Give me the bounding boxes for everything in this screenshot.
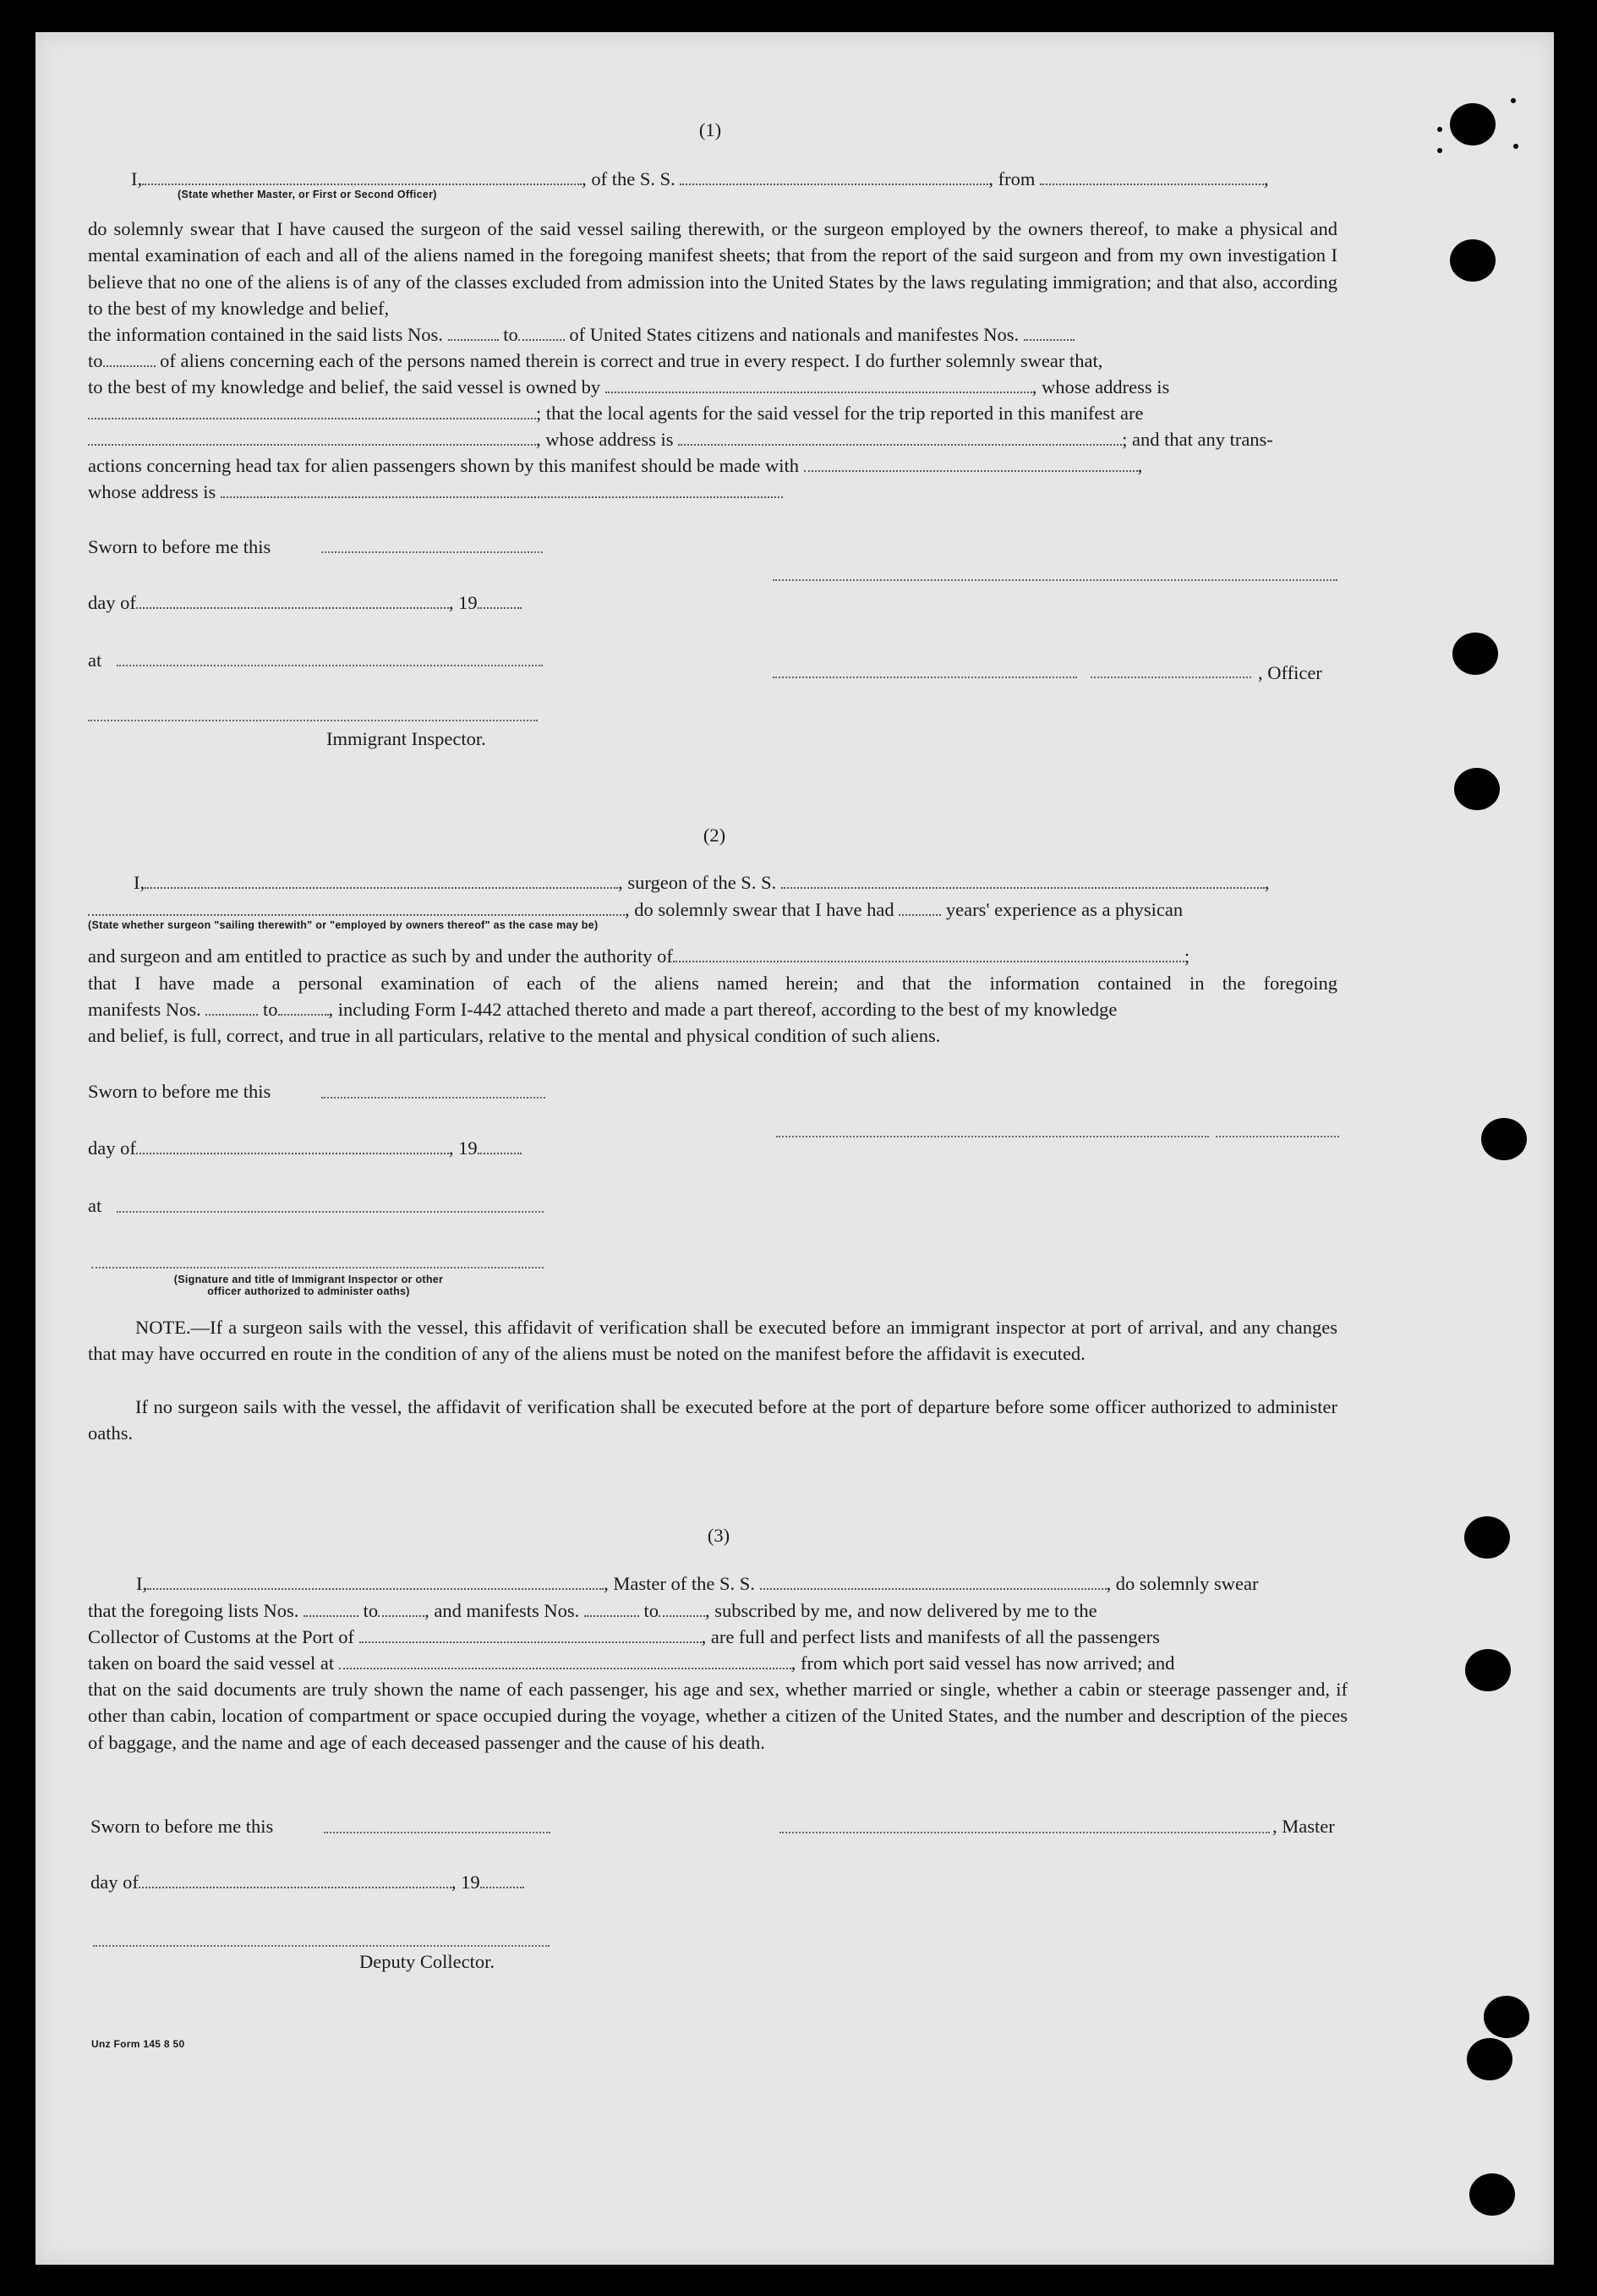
label-to: to [503,324,518,345]
blank-surgeon-title[interactable] [1216,1136,1339,1137]
blank-deputy-signature[interactable] [93,1945,550,1947]
paragraph-oath: do solemnly swear that I have caused the surgeon of the said vessel sailing therewith, or the surgeon employed by the owners thereof, to make a physical and mental examination of each and all of the aliens named in the foregoing manifest sheets; that from the report of the said surgeon and from my own investigation I believe that no one of the aliens is of any of the classes excluded from admission into the United States by the laws regulating immigration; and that also, according to the best of my knowledge and belief, [88,218,1337,319]
blank-agents-address[interactable] [678,430,1122,446]
blank-vessel[interactable] [680,170,988,185]
blank-day[interactable] [136,594,449,609]
label-manifests: manifests Nos. [88,999,201,1020]
blank-sworn[interactable] [321,1097,545,1099]
punch-hole [1454,768,1500,810]
label-i: I, [136,1573,148,1594]
label-day-of: day of [90,1871,139,1893]
blank-inspector-signature[interactable] [91,1267,544,1269]
blank-sworn[interactable] [324,1832,550,1833]
label-of-ss: , of the S. S. [582,168,675,189]
line-manifests [88,996,1117,1022]
blank-manifest-to[interactable] [103,352,156,367]
note-paragraph: If no surgeon sails with the vessel, the affidavit of verification shall be executed before at the port of departure before some officer authorized to administer oaths. [88,1396,1337,1444]
label-whose-address: , whose address is [536,429,674,450]
label-info: the information contained in the said lists Nos. [88,324,443,345]
blank-officer-title[interactable] [1091,677,1251,678]
blank-master-signature[interactable] [779,1832,1270,1833]
blank-signature[interactable] [773,579,1337,581]
section-number: (1) [698,119,722,140]
blank-name[interactable] [145,874,618,889]
line-info [88,321,1075,348]
blank-year[interactable] [478,594,522,609]
blank-owner-address[interactable] [88,404,536,419]
label-i: I, [131,168,143,189]
blank-year[interactable] [478,1139,522,1154]
blank-at[interactable] [117,665,543,666]
blank-sworn[interactable] [321,551,543,553]
blank-manifest-from[interactable] [1024,326,1075,341]
comma: , [1137,455,1143,476]
master-label: , Master [1272,1816,1335,1837]
punch-hole [1450,239,1496,282]
label-whose-address: , whose address is [1031,376,1170,397]
line-whose3 [88,479,783,505]
inspector-label: Immigrant Inspector. [326,728,486,749]
blank-head-tax-address[interactable] [221,483,783,498]
speck [1437,127,1442,132]
blank-list-from[interactable] [304,1602,358,1617]
label-i: I, [134,872,145,893]
note-signature [101,1274,516,1297]
blank-surgeon-signature[interactable] [776,1136,1209,1137]
line-taken [88,1650,1174,1676]
label-to: to [363,1600,379,1621]
blank-surgeon-status[interactable] [88,901,625,916]
punch-hole [1467,2038,1512,2080]
label-year: , 19 [451,1871,480,1893]
blank-manifest-to[interactable] [659,1602,705,1617]
comma: , [1264,872,1270,893]
day-label [88,589,522,616]
line-lists [88,1597,1097,1624]
label-manifests: , and manifests Nos. [424,1600,580,1621]
blank-owner[interactable] [605,378,1032,393]
officer-label: , Officer [1258,662,1322,683]
sworn-label: Sworn to before me this [88,536,271,557]
label-transactions: ; and that any trans- [1122,429,1273,450]
day-label [90,1869,524,1895]
label-to: to [643,1600,659,1621]
note-paragraph: NOTE.—If a surgeon sails with the vessel, this affidavit of verification shall be executed before an immigrant inspector at port of arrival, and any changes that may have occurred en route in the condition of any of the aliens must be noted on the manifest before the affidavit is executed. [88,1317,1337,1365]
blank-vessel[interactable] [781,874,1265,889]
at-label: at [88,1195,102,1216]
speck [1511,98,1516,103]
line-agents [88,400,1144,426]
blank-day[interactable] [139,1873,451,1888]
label-surgeon-of: , surgeon of the S. S. [618,872,777,893]
label-authority: and surgeon and am entitled to practice as such by and under the authority of [88,945,673,967]
blank-inspector[interactable] [88,720,538,721]
punch-hole [1452,633,1498,675]
label-to: to [263,999,278,1020]
note-officer: (State whether Master, or First or Second Officer) [178,189,437,200]
section-number: (2) [703,825,726,846]
sworn-label: Sworn to before me this [90,1816,274,1837]
comma: , [1264,168,1269,189]
label-collector: Collector of Customs at the Port of [88,1626,354,1647]
line-examination: that I have made a personal examination of each of the aliens named herein; and that the information contained in the foregoing [88,973,1337,994]
label-day-of: day of [88,1137,136,1159]
blank-manifest-from[interactable] [205,1000,258,1016]
label-swear: , do solemnly swear that I have had [625,899,894,920]
text-subscribed: , subscribed by me, and now delivered by me to the [705,1600,1097,1621]
punch-hole [1464,1516,1510,1559]
blank-years[interactable] [899,901,941,916]
text-aliens: of aliens concerning each of the persons named therein is correct and true in every respect. I do further solemnly swear that, [160,350,1103,371]
text-arrived: , from which port said vessel has now arrived; and [790,1652,1175,1674]
label-experience: years' experience as a physican [945,899,1184,920]
line-aliens [88,348,1102,374]
blank-head-tax[interactable] [804,457,1138,472]
punch-hole [1484,1996,1529,2038]
blank-list-to[interactable] [518,326,565,341]
blank-year[interactable] [480,1873,524,1888]
line-agents-address [88,426,1273,452]
label-taken: taken on board the said vessel at [88,1652,335,1674]
text-lists: , are full and perfect lists and manifests of all the passengers [701,1626,1160,1647]
label-day-of: day of [88,592,136,613]
semicolon: ; [1184,945,1190,967]
blank-manifest-to[interactable] [278,1000,329,1016]
note-signature-line2: officer authorized to administer oaths) [207,1285,410,1297]
blank-agents[interactable] [88,430,536,446]
blank-day[interactable] [136,1139,449,1154]
day-label [88,1135,522,1161]
label-year: , 19 [448,592,478,613]
note-surgeon: (State whether surgeon "sailing therewith" or "employed by owners thereof" as the case may be) [88,919,599,931]
line-master [136,1570,1258,1597]
label-whose-address: whose address is [88,481,216,502]
blank-name[interactable] [147,1575,604,1590]
line-collector [88,1624,1160,1650]
section-number: (3) [707,1525,730,1546]
label-lists: that the foregoing lists Nos. [88,1600,299,1621]
blank-from-port[interactable] [1040,170,1264,185]
line-surgeon [134,869,1269,896]
speck [1513,144,1518,149]
blank-name[interactable] [142,170,582,185]
blank-authority[interactable] [673,947,1184,962]
blank-list-to[interactable] [378,1602,424,1617]
punch-hole [1450,103,1496,145]
punch-hole [1465,1649,1511,1691]
text-form: , including Form I-442 attached thereto and made a part thereof, according to the best of my knowledge [328,999,1118,1020]
label-year: , 19 [448,1137,478,1159]
blank-manifest-from[interactable] [584,1602,639,1617]
label-swear: , do solemnly swear [1106,1573,1259,1594]
line-authority [88,943,1190,969]
line-belief: and belief, is full, correct, and true in all particulars, relative to the mental and physical condition of such aliens. [88,1025,941,1046]
line-headtax [88,452,1142,479]
label-to: to [88,350,103,371]
deputy-label: Deputy Collector. [359,1951,495,1972]
form-id: Unz Form 145 8 50 [91,2038,185,2050]
blank-departure-port[interactable] [339,1654,791,1669]
punch-hole [1469,2173,1515,2216]
label-owned: to the best of my knowledge and belief, the said vessel is owned by [88,376,601,397]
blank-officer-name[interactable] [773,677,1077,678]
speck [1437,148,1442,153]
label-head-tax: actions concerning head tax for alien passengers shown by this manifest should be made with [88,455,800,476]
blank-vessel[interactable] [760,1575,1107,1590]
blank-at[interactable] [117,1211,544,1213]
line-owned [88,374,1169,400]
note-signature-line1: (Signature and title of Immigrant Inspector or other [173,1274,444,1285]
at-label: at [88,649,102,671]
label-manifests: of United States citizens and nationals and manifestes Nos. [569,324,1020,345]
label-master-of: , Master of the S. S. [604,1573,755,1594]
label-from: , from [988,168,1036,189]
blank-list-from[interactable] [448,326,499,341]
sworn-label: Sworn to before me this [88,1081,271,1102]
paragraph-documents: that on the said documents are truly shown the name of each passenger, his age and sex, whether married or single, whether a cabin or steerage passenger and, if other than cabin, location of compartment or space occupied during the voyage, whether a citizen of the United States, and the number and description of the pieces of baggage, and the name and age of each deceased passenger and the cause of his death. [88,1679,1348,1753]
label-agents: ; that the local agents for the said vessel for the trip reported in this manifest are [536,403,1144,424]
blank-port[interactable] [359,1628,702,1643]
punch-hole [1481,1118,1527,1160]
